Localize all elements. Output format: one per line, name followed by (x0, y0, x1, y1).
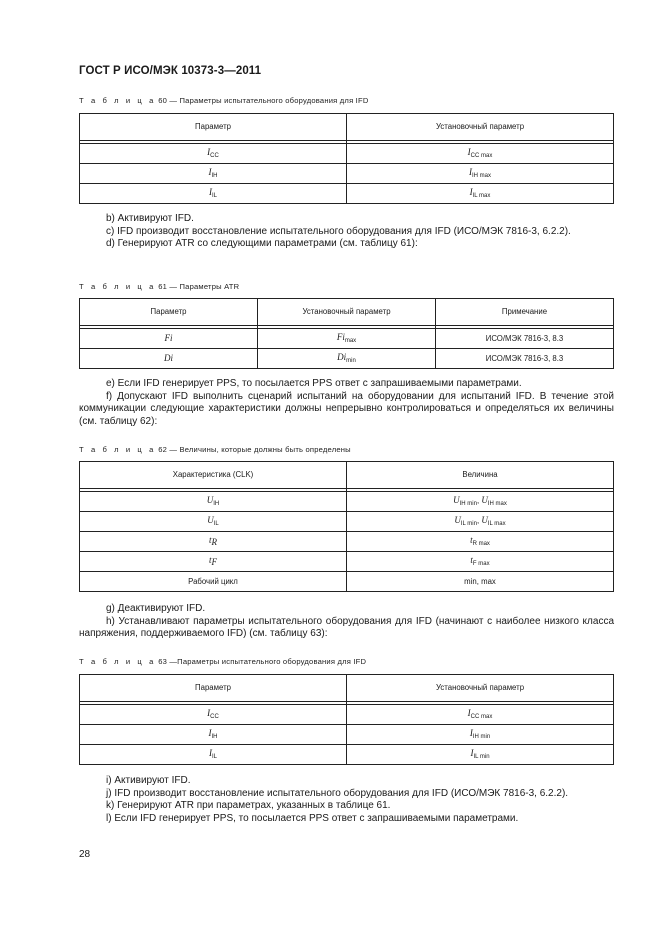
table-row: Fi $Fi_{max}$ ИСО/МЭК 7816-3, 8.3 (80, 329, 614, 349)
table-row: $U_{IH}$ $U_{IH min}$, $U_{IH max}$ (80, 492, 614, 512)
table-62 (79, 461, 614, 592)
table-60-caption: Т а б л и ц а 60 — Параметры испытательного оборудования для IFD (79, 96, 369, 105)
table-row: $U_{IL}$ $U_{IL min}$, $U_{IL max}$ (80, 512, 614, 532)
table-header-cell: Параметр (80, 675, 347, 702)
table-row: $I_{IL}$ $I_{IL min}$ (80, 745, 614, 765)
table-row: $I_{IH}$ $I_{IH max}$ (80, 164, 614, 184)
table-61-caption: Т а б л и ц а 61 — Параметры ATR (79, 282, 240, 291)
table-header-cell: Примечание (436, 299, 614, 326)
table-63-caption: Т а б л и ц а 63 —Параметры испытательного оборудования для IFD (79, 657, 367, 666)
paragraph-block-1: b) Активируют IFD. c) IFD производит восстановление испытательного оборудования для IFD (ИСО/МЭК 7816-3, 6.2.2). d) Генерируют ATR со следующими параметрами (см. таблицу 61): (106, 213, 571, 249)
table-header-cell: Величина (347, 462, 614, 489)
table-row: $I_{IL}$ $I_{IL max}$ (80, 184, 614, 204)
table-row: Рабочий цикл min, max (80, 572, 614, 592)
table-header-cell: Параметр (80, 114, 347, 141)
table-62-caption: Т а б л и ц а 62 — Величины, которые должны быть определены (79, 445, 351, 454)
table-63 (79, 674, 614, 765)
table-61 (79, 298, 614, 369)
page-number: 28 (79, 849, 91, 860)
table-60 (79, 113, 614, 204)
document-header: ГОСТ Р ИСО/МЭК 10373-3—2011 (79, 65, 262, 77)
paragraph-block-3: g) Деактивируют IFD. h) Устанавливают параметры испытательного оборудования для IFD (начинают с наиболее низкого класса напряжения, поддерживаемого IFD) (см. таблицу 63): (79, 603, 614, 639)
table-row: $I_{CC}$ $I_{CC max}$ (80, 705, 614, 725)
table-row: $t_F$ $t_{F max}$ (80, 552, 614, 572)
table-row: $I_{CC}$ $I_{CC max}$ (80, 144, 614, 164)
paragraph-block-4: i) Активируют IFD. j) IFD производит восстановление испытательного оборудования для IFD (ИСО/МЭК 7816-3, 6.2.2). k) Генерируют ATR при параметрах, указанных в таблице 61. l) Если IFD генерирует PPS, то посылается PPS ответ с запрашиваемыми параметрами. (106, 775, 569, 824)
table-row: $t_R$ $t_{R max}$ (80, 532, 614, 552)
table-header-cell: Параметр (80, 299, 258, 326)
table-header-cell: Характеристика (CLK) (80, 462, 347, 489)
table-header-cell: Установочный параметр (258, 299, 436, 326)
table-row: Di $Di_{min}$ ИСО/МЭК 7816-3, 8.3 (80, 349, 614, 369)
table-row: $I_{IH}$ $I_{IH min}$ (80, 725, 614, 745)
table-header-cell: Установочный параметр (347, 114, 614, 141)
table-header-cell: Установочный параметр (347, 675, 614, 702)
paragraph-block-2: e) Если IFD генерирует PPS, то посылается PPS ответ с запрашиваемыми параметрами. f) Допускают IFD выполнить сценарий испытаний на оборудовании для испытаний IFD. В течение этой коммуникации следующие характеристики должны непрерывно контролироваться и определяться их величины (см. таблицу 62): (79, 378, 614, 427)
